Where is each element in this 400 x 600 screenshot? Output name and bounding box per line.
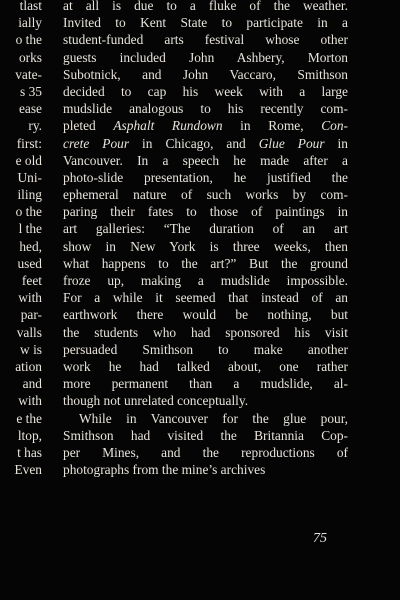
- text-run: what happens to the art?” But the ground: [63, 255, 348, 271]
- text-line: [63, 306, 348, 323]
- text-line: [63, 461, 348, 478]
- italic-title: Glue Pour: [258, 135, 325, 151]
- text-run: more permanent than a mudslide, al-: [63, 376, 348, 392]
- text-run: the students who had sponsored his visit: [63, 324, 348, 340]
- fragment-line: vate-: [15, 66, 42, 82]
- text-run: though not unrelated conceptually.: [63, 393, 249, 409]
- fragment-line: w is: [20, 341, 42, 357]
- text-run: decided to cap his week with a large: [63, 83, 348, 99]
- fragment-line: hed,: [19, 238, 42, 254]
- text-run: guests included John Ashbery, Morton: [63, 49, 348, 65]
- italic-title: Asphalt Rundown: [113, 118, 223, 134]
- fragment-line: with: [18, 393, 42, 409]
- fragment-line: par-: [20, 307, 42, 323]
- fragment-line: o the: [15, 204, 42, 220]
- text-line: [63, 0, 348, 14]
- text-line: [63, 186, 348, 203]
- fragment-line: Uni-: [17, 169, 42, 185]
- text-line: [63, 375, 348, 392]
- text-run: paring their fates to those of paintings in: [63, 204, 348, 220]
- fragment-line: orks: [18, 49, 42, 65]
- fragment-line: feet: [21, 273, 42, 288]
- text-run: at all is due to a fluke of the weather.: [63, 0, 348, 13]
- text-run: photo-slide presentation, he justified the: [63, 169, 348, 185]
- text-run: in Rome,: [222, 118, 322, 134]
- text-line: [63, 392, 348, 409]
- text-run: pleted: [63, 118, 114, 134]
- fragment-line: ially: [18, 15, 42, 31]
- text-line: [63, 49, 348, 66]
- text-line: [63, 238, 348, 255]
- italic-title: crete Pour: [63, 135, 130, 151]
- text-line: [63, 444, 348, 461]
- fragment-line: s 35: [20, 83, 42, 99]
- adjacent-column-fragment: [0, 0, 42, 478]
- italic-title: Con-: [321, 118, 348, 134]
- text-run: Invited to Kent State to participate in a: [63, 15, 348, 31]
- fragment-line: Even: [14, 462, 42, 478]
- text-run: mudslide analogous to his recently com-: [63, 101, 348, 117]
- fragment-line: ease: [18, 101, 42, 117]
- fragment-line: t has: [17, 444, 42, 460]
- text-line: [63, 135, 348, 152]
- text-run: froze up, making a mudslide impossible.: [63, 273, 348, 288]
- text-line: [63, 272, 348, 289]
- text-run: persuaded Smithson to make another: [63, 341, 348, 357]
- fragment-line: e the: [16, 410, 42, 426]
- text-line: [63, 289, 348, 306]
- text-line: [63, 324, 348, 341]
- text-line: [63, 66, 348, 83]
- fragment-line: used: [17, 255, 42, 271]
- fragment-line: e old: [15, 152, 42, 168]
- text-run: For a while it seemed that instead of an: [63, 290, 348, 306]
- text-run: per Mines, and the reproductions of: [63, 444, 348, 460]
- fragment-line: iling: [17, 187, 42, 203]
- text-run: in: [324, 135, 348, 151]
- fragment-line: tlast: [19, 0, 42, 13]
- text-line: [63, 220, 348, 237]
- text-run: work he had talked about, one rather: [63, 358, 348, 374]
- fragment-line: ation: [15, 358, 42, 374]
- text-line: [63, 203, 348, 220]
- fragment-line: o the: [15, 32, 42, 48]
- text-run: ephemeral nature of such works by com-: [63, 187, 348, 203]
- text-run: photographs from the mine’s archives: [63, 462, 266, 478]
- fragment-line: l the: [18, 221, 42, 237]
- text-line: [63, 152, 348, 169]
- text-line: [63, 410, 348, 427]
- text-line: [63, 117, 348, 134]
- text-line: [63, 255, 348, 272]
- fragment-line: and: [22, 376, 42, 392]
- text-line: [63, 14, 348, 31]
- text-line: [63, 169, 348, 186]
- text-line: [63, 83, 348, 100]
- text-run: show in New York is three weeks, then: [63, 238, 348, 254]
- text-run: While in Vancouver for the glue pour,: [79, 410, 348, 426]
- page-number: 75: [313, 531, 327, 546]
- text-run: art galleries: “The duration of an art: [63, 221, 348, 237]
- text-run: student-funded arts festival whose other: [63, 32, 348, 48]
- text-line: [63, 341, 348, 358]
- text-line: [63, 31, 348, 48]
- main-text-column: [63, 0, 348, 478]
- fragment-line: with: [18, 290, 42, 306]
- text-run: Subotnick, and John Vaccaro, Smithson: [63, 66, 348, 82]
- text-run: Vancouver. In a speech he made after a: [63, 152, 348, 168]
- fragment-line: ltop,: [17, 427, 42, 443]
- text-line: [63, 358, 348, 375]
- text-run: Smithson had visited the Britannia Cop-: [63, 427, 348, 443]
- text-run: in Chicago, and: [129, 135, 259, 151]
- fragment-line: valls: [16, 324, 42, 340]
- text-run: earthwork there would be nothing, but: [63, 307, 348, 323]
- fragment-line: ry.: [28, 118, 42, 134]
- fragment-line: first:: [16, 135, 42, 151]
- text-line: [63, 100, 348, 117]
- text-line: [63, 427, 348, 444]
